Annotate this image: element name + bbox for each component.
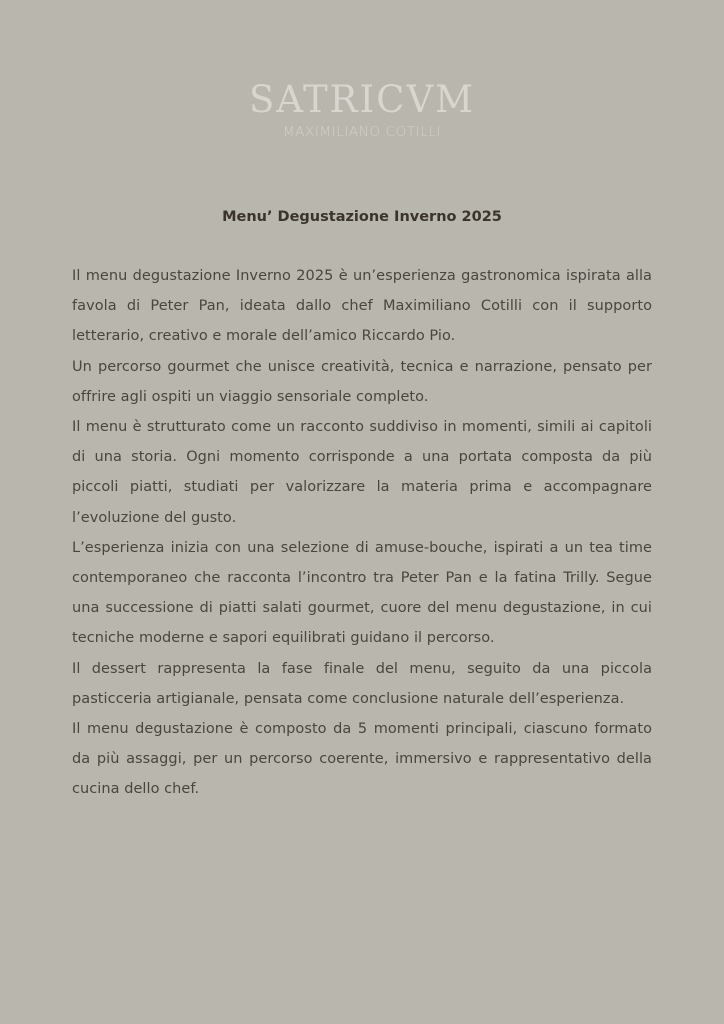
paragraph-summary: Il menu degustazione è composto da 5 momenti principali, ciascuno formato da più assaggi, per un percorso coerente, immersivo e rappresentativo della cucina dello chef. [72, 721, 652, 798]
paragraph-structure: Il menu è strutturato come un racconto suddiviso in momenti, simili ai capitoli di una storia. Ogni momento corrisponde a una portata composta da più piccoli piatti, studiati per valorizzare la materia prima e accompagnare l’evoluzione del gusto. [72, 419, 652, 526]
brand-subtitle: MAXIMILIANO COTILLI [282, 124, 442, 140]
brand-name: SATRICVM [248, 78, 476, 121]
paragraph-experience: L’esperienza inizia con una selezione di amuse-bouche, ispirati a un tea time contemporaneo che racconta l’incontro tra Peter Pan e la fatina Trilly. Segue una successione di piatti salati gourmet, cuore del menu degustazione, in cui tecniche moderne e sapori equilibrati guidano il percorso. [72, 539, 652, 647]
menu-description [72, 261, 652, 805]
paragraph-intro: Il menu degustazione Inverno 2025 è un’esperienza gastronomica ispirata alla favola di Peter Pan, ideata dallo chef Maximiliano Cotilli con il supporto letterario, creativo e morale dell’amico Riccardo Pio. [72, 268, 652, 345]
brand-logo [0, 80, 724, 141]
paragraph-dessert: Il dessert rappresenta la fase finale del menu, seguito da una piccola pasticceria artigianale, pensata come conclusione naturale dell’esperienza. [72, 660, 652, 707]
page-title: Menu’ Degustazione Inverno 2025 [222, 209, 502, 225]
paragraph-journey: Un percorso gourmet che unisce creatività, tecnica e narrazione, pensato per offrire agli ospiti un viaggio sensoriale completo. [72, 358, 652, 405]
